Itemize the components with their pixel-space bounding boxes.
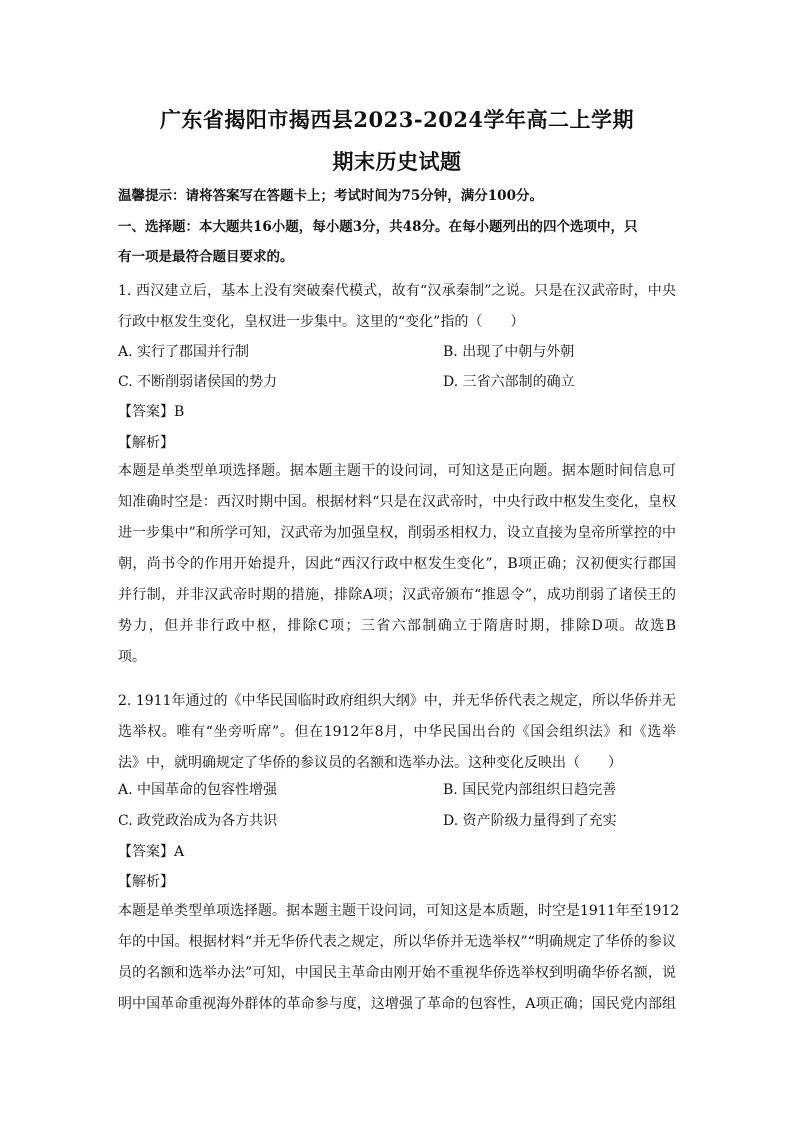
section-instructions-line-2: 有一项是最符合题目要求的。 — [118, 249, 294, 265]
question-2-stem-line: 选举权。唯有“坐旁听席”。但在1912年8月，中华民国出台的《国会组织法》和《选举 — [118, 724, 676, 740]
exam-notice: 温馨提示：请将答案写在答题卡上；考试时间为75分钟，满分100分。 — [118, 188, 543, 204]
analysis-line: 朝，尚书令的作用开始提升，因此“西汉行政中枢发生变化”，B项正确；汉初便实行郡国 — [118, 556, 676, 572]
analysis-line: 项。 — [118, 649, 146, 665]
analysis-line: 进一步集中”和所学可知，汉武帝为加强皇权，削弱丞相权力，设立直接为皇帝所掌控的中 — [118, 525, 676, 541]
question-1-option-c: C. 不断削弱诸侯国的势力 — [118, 374, 278, 390]
question-1-analysis-label: 【解析】 — [118, 435, 174, 451]
question-2-answer: 【答案】A — [118, 844, 185, 860]
question-2-option-c: C. 政党政治成为各方共识 — [118, 813, 278, 829]
analysis-line: 明中国革命重视海外群体的革命参与度，这增强了革命的包容性，A项正确；国民党内部组 — [118, 996, 676, 1012]
question-2-option-b: B. 国民党内部组织日趋完善 — [443, 782, 617, 798]
question-1-answer: 【答案】B — [118, 404, 185, 420]
question-1-stem-line: 1. 西汉建立后，基本上没有突破秦代模式，故有“汉承秦制”之说。只是在汉武帝时，中央 — [118, 283, 676, 299]
question-2-analysis-label: 【解析】 — [118, 874, 174, 890]
document-title: 广东省揭阳市揭西县2023-2024学年高二上学期 — [159, 107, 635, 132]
question-1-stem — [118, 276, 676, 338]
question-1-option-a: A. 实行了郡国并行制 — [118, 344, 250, 360]
question-2-stem-line: 法》中，就明确规定了华侨的参议员的名额和选举办法。这种变化反映出（ ） — [118, 755, 622, 771]
question-2-option-d: D. 资产阶级力量得到了充实 — [443, 813, 617, 829]
question-2-stem-line: 2. 1911年通过的《中华民国临时政府组织大纲》中，并无华侨代表之规定，所以华侨并无 — [118, 693, 676, 709]
analysis-line: 本题是单类型单项选择题。据本题主题干的设问词，可知这是正向题。据本题时间信息可 — [118, 463, 676, 479]
question-1-stem-line: 行政中枢发生变化，皇权进一步集中。这里的“变化”指的（ ） — [118, 314, 525, 330]
analysis-line: 并行制，并非汉武帝时期的措施，排除A项；汉武帝颁布“推恩令”，成功削弱了诸侯王的 — [118, 587, 676, 603]
question-1-analysis — [118, 456, 676, 673]
section-instructions-line-1: 一、选择题：本大题共16小题，每小题3分，共48分。在每小题列出的四个选项中，只 — [118, 219, 638, 235]
question-1-option-b: B. 出现了中朝与外朝 — [443, 344, 575, 360]
analysis-line: 势力，但并非行政中枢，排除C项；三省六部制确立于隋唐时期，排除D项。故选B — [118, 618, 676, 634]
analysis-line: 年的中国。根据材料“并无华侨代表之规定，所以华侨并无选举权”“明确规定了华侨的参议 — [118, 934, 676, 950]
question-2-stem — [118, 686, 676, 779]
question-2-analysis — [118, 896, 680, 1020]
question-2-option-a: A. 中国革命的包容性增强 — [118, 782, 278, 798]
analysis-line: 本题是单类型单项选择题。据本题主题干设问词，可知这是本质题，时空是1911年至1912 — [118, 903, 680, 919]
question-1-option-d: D. 三省六部制的确立 — [443, 374, 575, 390]
analysis-line: 员的名额和选举办法”可知，中国民主革命由刚开始不重视华侨选举权到明确华侨名额，说 — [118, 965, 676, 981]
analysis-line: 知准确时空是：西汉时期中国。根据材料“只是在汉武帝时，中央行政中枢发生变化，皇权 — [118, 494, 676, 510]
document-subtitle: 期末历史试题 — [332, 149, 462, 174]
